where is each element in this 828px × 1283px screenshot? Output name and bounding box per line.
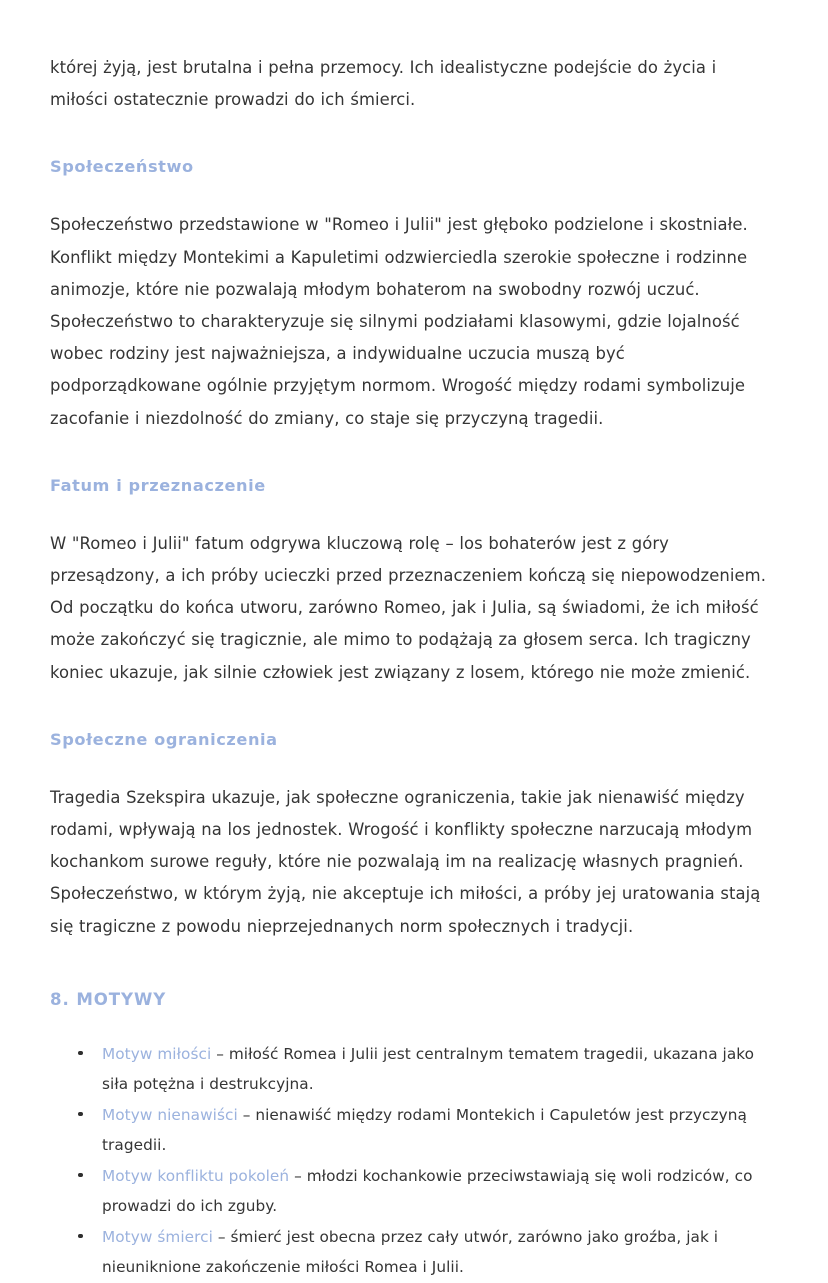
subheading-spoleczne-ograniczenia: Społeczne ograniczenia <box>50 729 278 749</box>
motifs-list <box>50 1039 777 1283</box>
bullet-point-icon <box>78 1051 83 1056</box>
intro-paragraph: której żyją, jest brutalna i pełna przemocy. Ich idealistyczne podejście do życia i miłości ostatecznie prowadzi do ich śmierci. <box>50 58 717 110</box>
list-item <box>50 1161 777 1222</box>
list-item <box>50 1039 777 1100</box>
bullet-point-icon <box>78 1234 83 1239</box>
list-item-term: Motyw śmierci <box>102 1227 213 1246</box>
list-item-description: – nienawiść między rodami Montekich i Capuletów jest przyczyną tragedii. <box>102 1105 747 1155</box>
list-item <box>50 1100 777 1161</box>
list-item-description: – śmierć jest obecna przez cały utwór, zarówno jako groźba, jak i nieuniknione zakończenie miłości Romea i Julii. <box>102 1227 719 1277</box>
list-item-description: – młodzi kochankowie przeciwstawiają się woli rodziców, co prowadzi do ich zguby. <box>102 1166 753 1216</box>
subheading-fatum-i-przeznaczenie: Fatum i przeznaczenie <box>50 475 266 495</box>
list-item-description: – miłość Romea i Julii jest centralnym tematem tragedii, ukazana jako siła potężna i destrukcyjna. <box>102 1044 755 1094</box>
document-body <box>50 52 777 1283</box>
list-item <box>50 1222 777 1283</box>
bullet-point-icon <box>78 1112 83 1117</box>
list-item-term: Motyw miłości <box>102 1044 212 1063</box>
list-item-term: Motyw nienawiści <box>102 1105 238 1124</box>
bullet-point-icon <box>78 1173 83 1178</box>
list-item-term: Motyw konfliktu pokoleń <box>102 1166 290 1185</box>
subheading-spoleczenstwo: Społeczeństwo <box>50 157 194 177</box>
section-heading-motywy: 8. MOTYWY <box>50 989 167 1009</box>
paragraph-spoleczenstwo: Społeczeństwo przedstawione w "Romeo i Julii" jest głęboko podzielone i skostniałe. Konflikt między Montekimi a Kapuletimi odzwierciedla szerokie społeczne i rodzinne animozje, które nie pozwalają młodym bohaterom na swobodny rozwój uczuć. Społeczeństwo to charakteryzuje się silnymi podziałami klasowymi, gdzie lojalność wobec rodziny jest najważniejsza, a indywidualne uczucia muszą być podporządkowane ogólnie przyjętym normom. Wrogość między rodami symbolizuje zacofanie i niezdolność do zmiany, co staje się przyczyną tragedii. <box>50 215 748 428</box>
paragraph-fatum-i-przeznaczenie: W "Romeo i Julii" fatum odgrywa kluczową rolę – los bohaterów jest z góry przesądzony, a ich próby ucieczki przed przeznaczeniem kończą się niepowodzeniem. Od początku do końca utworu, zarówno Romeo, jak i Julia, są świadomi, że ich miłość może zakończyć się tragicznie, ale mimo to podążają za głosem serca. Ich tragiczny koniec ukazuje, jak silnie człowiek jest związany z losem, którego nie może zmienić. <box>50 533 766 682</box>
paragraph-spoleczne-ograniczenia: Tragedia Szekspira ukazuje, jak społeczne ograniczenia, takie jak nienawiść między rodami, wpływają na los jednostek. Wrogość i konflikty społeczne narzucają młodym kochankom surowe reguły, które nie pozwalają im na realizację własnych pragnień. Społeczeństwo, w którym żyją, nie akceptuje ich miłości, a próby jej uratowania stają się tragiczne z powodu nieprzejednanych norm społecznych i tradycji. <box>50 787 761 936</box>
